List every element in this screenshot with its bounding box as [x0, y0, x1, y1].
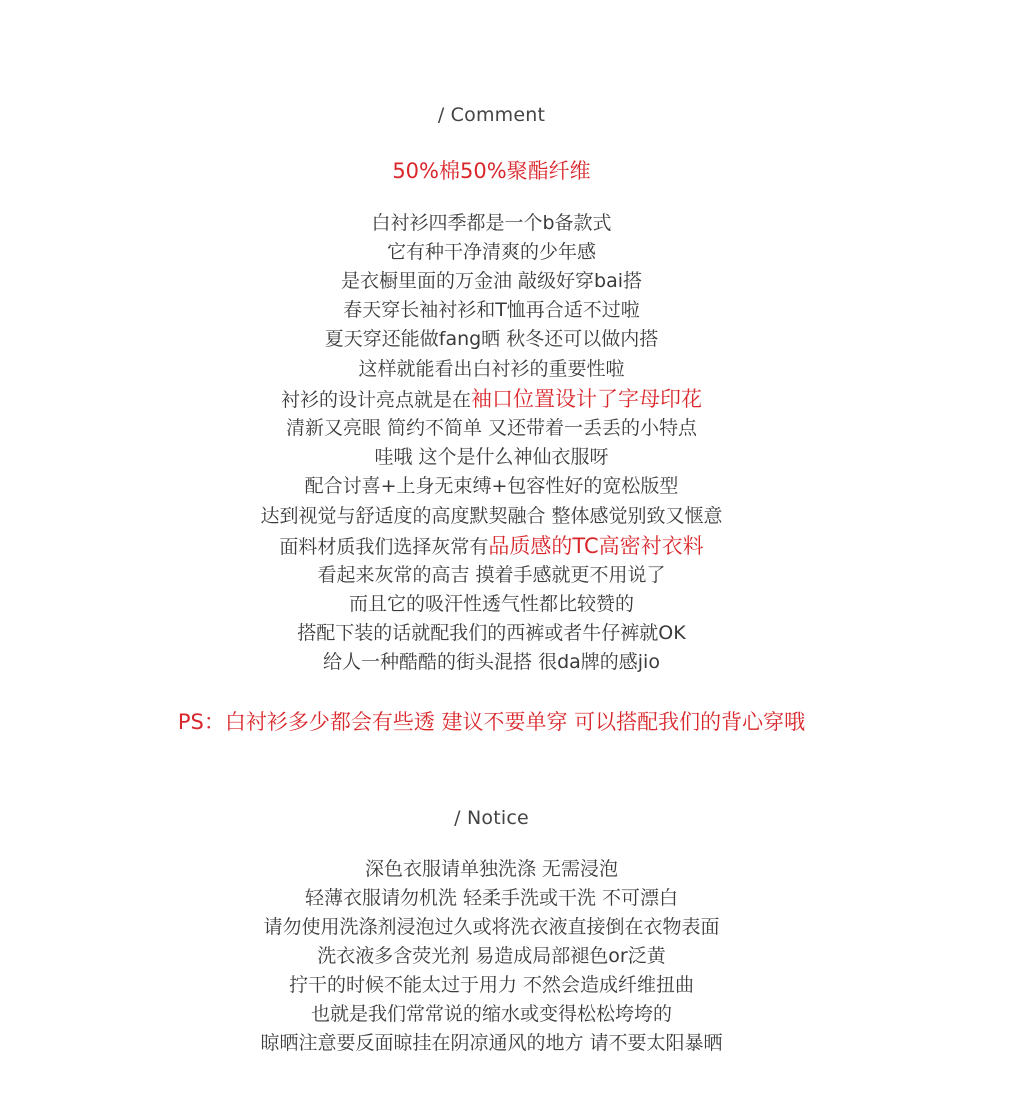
comment-line: 它有种干净清爽的少年感: [386, 241, 596, 263]
notice-line: 请勿使用洗涤剂浸泡过久或将洗衣液直接倒在衣物表面: [263, 916, 720, 938]
comment-line: 给人一种酷酷的街头混搭 很da牌的感jio: [323, 651, 660, 673]
highlight-text: 品质感的TC高密衬衣料: [488, 534, 704, 558]
notice-line: 晾晒注意要反面晾挂在阴凉通风的地方 请不要太阳暴晒: [260, 1032, 723, 1054]
comment-line-highlight: 衬衫的设计亮点就是在袖口位置设计了字母印花: [280, 387, 702, 411]
comment-line: 这样就能看出白衬衫的重要性啦: [358, 358, 625, 380]
comment-line: 清新又亮眼 简约不简单 又还带着一丢丢的小特点: [285, 417, 698, 439]
notice-lines: [0, 855, 983, 1058]
comment-line: 是衣橱里面的万金油 敲级好穿bai搭: [340, 270, 643, 292]
notice-line: 轻薄衣服请勿机洗 轻柔手洗或干洗 不可漂白: [304, 887, 679, 909]
notice-line: 洗衣液多含荧光剂 易造成局部褪色or泛黄: [317, 945, 666, 967]
comment-line: 哇哦 这个是什么神仙衣服呀: [374, 446, 609, 468]
comment-line: 看起来灰常的高吉 摸着手感就更不用说了: [317, 564, 666, 586]
fabric-composition: 50%棉50%聚酯纤维: [392, 159, 591, 183]
ps-note: PS：白衬衫多少都会有些透 建议不要单穿 可以搭配我们的背心穿哦: [177, 710, 806, 734]
notice-line: 拧干的时候不能太过于用力 不然会造成纤维扭曲: [288, 974, 695, 996]
comment-heading: / Comment: [437, 104, 546, 126]
comment-line: 达到视觉与舒适度的高度默契融合 整体感觉别致又惬意: [260, 505, 723, 527]
comment-line: 夏天穿还能做fang晒 秋冬还可以做内搭: [324, 328, 659, 350]
comment-line: 配合讨喜+上身无束缚+包容性好的宽松版型: [304, 475, 679, 497]
comment-lines: [0, 209, 983, 677]
comment-line-highlight: 面料材质我们选择灰常有品质感的TC高密衬衣料: [279, 534, 704, 558]
notice-line: 也就是我们常常说的缩水或变得松松垮垮的: [310, 1003, 672, 1025]
comment-line: 白衬衫四季都是一个b备款式: [371, 212, 612, 234]
comment-line: 而且它的吸汗性透气性都比较赞的: [348, 593, 634, 615]
notice-heading: / Notice: [454, 807, 529, 829]
comment-line: 春天穿长袖衬衫和T恤再合适不过啦: [343, 299, 640, 321]
notice-line: 深色衣服请单独洗涤 无需浸泡: [364, 858, 619, 880]
comment-line: 搭配下装的话就配我们的西裤或者牛仔裤就OK: [297, 622, 686, 644]
highlight-text: 袖口位置设计了字母印花: [471, 387, 702, 411]
